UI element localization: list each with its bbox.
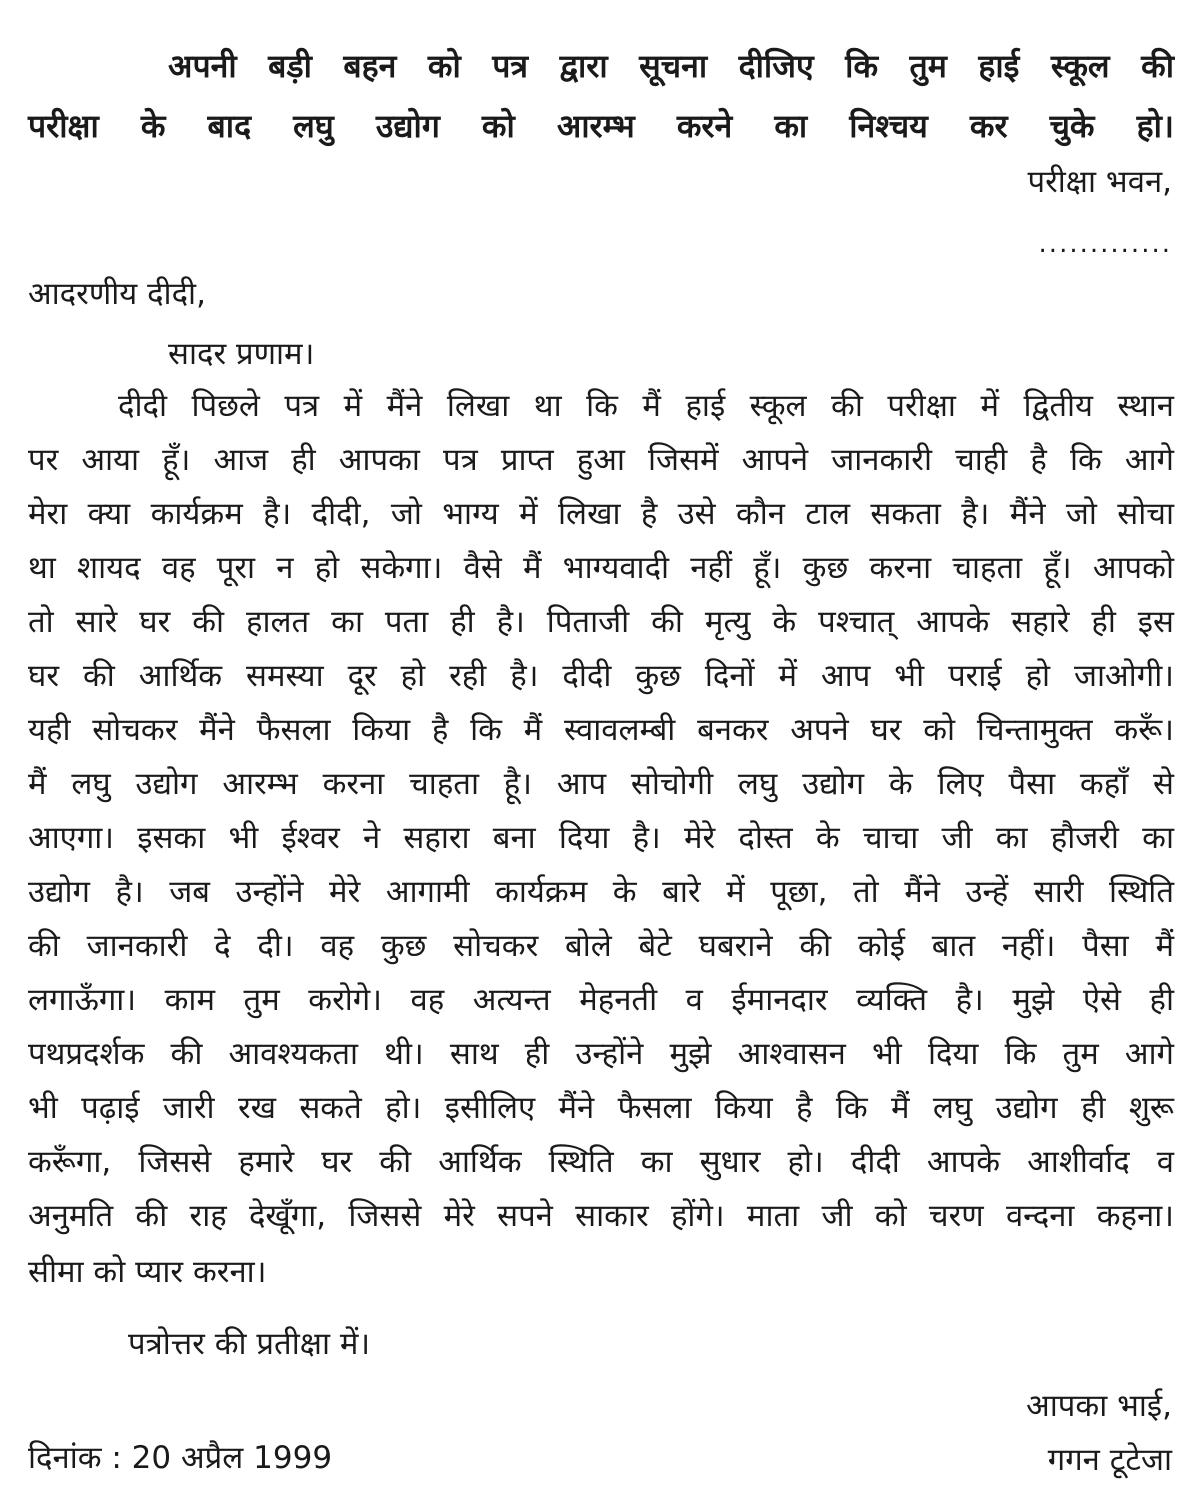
body-line: आएगा। इसका भी ईश्वर ने सहारा बना दिया है। मेरे दोस्त के चाचा जी का हौजरी का bbox=[28, 820, 1174, 856]
body-line: मैं लघु उद्योग आरम्भ करना चाहता हूै। आप सोचोगी लघु उद्योग के लिए पैसा कहाँ से bbox=[28, 766, 1174, 802]
body-line: था शायद वह पूरा न हो सकेगा। वैसे मैं भाग्यवादी नहीं हूँ। कुछ करना चाहता हूँ। आपको bbox=[28, 550, 1174, 586]
body-line: तो सारे घर की हालत का पता ही है। पिताजी की मृत्यु के पश्चात् आपके सहारे ही इस bbox=[28, 604, 1174, 640]
body-line: पथप्रदर्शक की आवश्यकता थी। साथ ही उन्होंने मुझे आश्वासन भी दिया कि तुम आगे bbox=[28, 1036, 1174, 1072]
body-line: भी पढ़ाई जारी रख सकते हो। इसीलिए मैंने फैसला किया है कि मैं लघु उद्योग ही शुरू bbox=[28, 1090, 1174, 1126]
closing-line: पत्रोत्तर की प्रतीक्षा में। bbox=[128, 1326, 371, 1362]
sender-address: परीक्षा भवन, bbox=[1027, 164, 1172, 200]
body-line: घर की आर्थिक समस्या दूर हो रही है। दीदी कुछ दिनों में आप भी पराई हो जाओगी। bbox=[28, 658, 1174, 694]
signoff: आपका भाई, bbox=[1026, 1388, 1172, 1424]
question-line-1: अपनी बड़ी बहन को पत्र द्वारा सूचना दीजिए कि तुम हाई स्कूल की bbox=[168, 47, 1174, 85]
body-line: उद्योग है। जब उन्होंने मेरे आगामी कार्यक्रम के बारे में पूछा, तो मैंने उन्हें सारी स्थिति bbox=[28, 874, 1174, 910]
body-line: दीदी पिछले पत्र में मैंने लिखा था कि मैं हाई स्कूल की परीक्षा में द्वितीय स्थान bbox=[118, 388, 1174, 424]
question-line-2: परीक्षा के बाद लघु उद्योग को आरम्भ करने का निश्चय कर चुके हो। bbox=[28, 107, 1174, 145]
body-line: की जानकारी दे दी। वह कुछ सोचकर बोले बेटे घबराने की कोई बात नहीं। पैसा मैं bbox=[28, 928, 1174, 964]
address-placeholder: ............. bbox=[1038, 229, 1172, 259]
body-line: करूँगा, जिससे हमारे घर की आर्थिक स्थिति का सुधार हो। दीदी आपके आशीर्वाद व bbox=[28, 1144, 1174, 1180]
body-line: सीमा को प्यार करना। bbox=[28, 1254, 267, 1290]
body-line: पर आया हूँ। आज ही आपका पत्र प्राप्त हुआ जिसमें आपने जानकारी चाही है कि आगे bbox=[28, 442, 1174, 478]
body-line: अनुमति की राह देखूँगा, जिससे मेरे सपने साकार होंगे। माता जी को चरण वन्दना कहना। bbox=[28, 1198, 1174, 1234]
body-line: यही सोचकर मैंने फैसला किया है कि मैं स्वावलम्बी बनकर अपने घर को चिन्तामुक्त करूँ। bbox=[28, 712, 1174, 748]
body-line: मेरा क्या कार्यक्रम है। दीदी, जो भाग्य में लिखा है उसे कौन टाल सकता है। मैंने जो सोचा bbox=[28, 496, 1174, 532]
letter-date: दिनांक : 20 अप्रैल 1999 bbox=[28, 1440, 333, 1476]
greeting: सादर प्रणाम। bbox=[168, 336, 315, 372]
salutation: आदरणीय दीदी, bbox=[28, 276, 206, 312]
body-line: लगाऊँगा। काम तुम करोगे। वह अत्यन्त मेहनती व ईमानदार व्यक्ति है। मुझे ऐसे ही bbox=[28, 982, 1174, 1018]
sender-name: गगन टूटेजा bbox=[1047, 1442, 1172, 1478]
